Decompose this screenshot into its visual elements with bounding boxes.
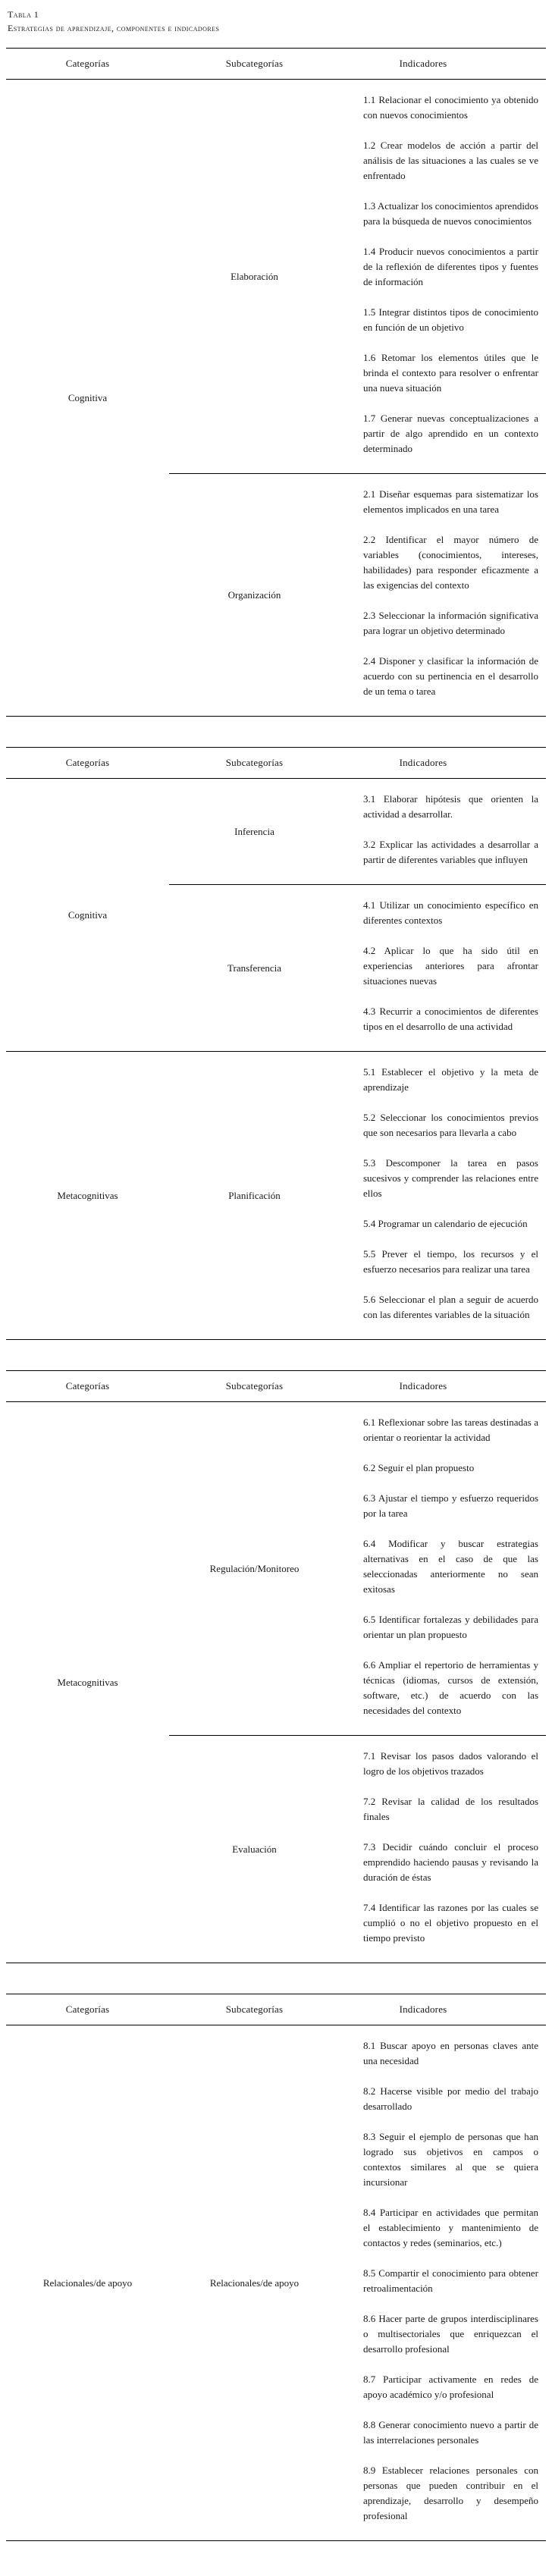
indicator-list bbox=[340, 1402, 546, 1735]
indicator-item: 1.1 Relacionar el conocimiento ya obtenido con nuevos conocimientos bbox=[363, 94, 538, 121]
indicator-item: 6.2 Seguir el plan propuesto bbox=[363, 1462, 475, 1473]
subcategory-cell: Organización bbox=[227, 588, 281, 601]
indicator-item: 4.3 Recurrir a conocimientos de diferentes tipos en el desarrollo de una actividad bbox=[363, 1006, 538, 1032]
category-group bbox=[6, 779, 546, 1051]
column-header-indicators: Indicadores bbox=[399, 1380, 447, 1392]
category-cell: Metacognitivas bbox=[57, 1676, 118, 1688]
category-cell: Metacognitivas bbox=[57, 1189, 118, 1201]
indicator-list bbox=[340, 885, 546, 1051]
indicator-item: 8.1 Buscar apoyo en personas claves ante una necesidad bbox=[363, 2040, 538, 2066]
table-section-body bbox=[6, 2025, 546, 2540]
subcategory-group bbox=[169, 1402, 546, 1735]
column-header-category: Categorías bbox=[65, 58, 110, 69]
indicator-item: 8.4 Participar en actividades que permitan el establecimiento y mantenimiento de contactos y redes (seminarios, etc.) bbox=[363, 2207, 538, 2248]
indicator-item: 8.5 Compartir el conocimiento para obtener retroalimentación bbox=[363, 2267, 538, 2294]
category-group bbox=[6, 2025, 546, 2540]
indicator-item: 2.3 Seleccionar la información significativa para lograr un objetivo determinado bbox=[363, 610, 538, 636]
indicator-list bbox=[340, 1736, 546, 1963]
indicator-item: 3.2 Explicar las actividades a desarrollar a partir de diferentes variables que influyen bbox=[363, 839, 538, 865]
indicator-list bbox=[340, 80, 546, 473]
indicator-item: 5.5 Prever el tiempo, los recursos y el esfuerzo necesarios para realizar una tarea bbox=[363, 1248, 538, 1275]
subcategory-cell: Evaluación bbox=[232, 1843, 277, 1855]
category-group bbox=[6, 1051, 546, 1339]
table-section bbox=[6, 1370, 546, 1963]
column-header-subcategory: Subcategorías bbox=[225, 757, 284, 768]
indicator-item: 5.3 Descomponer la tarea en pasos sucesivos y comprender las relaciones entre ellos bbox=[363, 1157, 538, 1199]
column-header-indicators: Indicadores bbox=[399, 757, 447, 768]
subcategory-cell: Transferencia bbox=[227, 962, 281, 974]
indicator-item: 8.3 Seguir el ejemplo de personas que han logrado sus objetivos en campos o contextos similares al que se quiera incursionar bbox=[363, 2131, 538, 2188]
category-group bbox=[6, 80, 546, 716]
table-title: Estrategias de aprendizaje, componentes e indicadores bbox=[8, 23, 220, 33]
subcategory-cell: Planificación bbox=[228, 1189, 281, 1201]
column-header-indicators: Indicadores bbox=[399, 58, 447, 69]
table-section-body bbox=[6, 779, 546, 1339]
table-section bbox=[6, 48, 546, 717]
indicator-list bbox=[340, 779, 546, 884]
indicator-item: 7.3 Decidir cuándo concluir el proceso emprendido haciendo pausas y revisando la duración de éstas bbox=[363, 1841, 538, 1883]
indicator-item: 4.1 Utilizar un conocimiento específico en diferentes contextos bbox=[363, 899, 538, 926]
indicator-list bbox=[340, 474, 546, 716]
indicator-item: 5.4 Programar un calendario de ejecución bbox=[363, 1218, 528, 1229]
subgroup-column bbox=[169, 2025, 546, 2540]
indicator-item: 7.1 Revisar los pasos dados valorando el logro de los objetivos trazados bbox=[363, 1750, 538, 1777]
column-header-category: Categorías bbox=[65, 757, 110, 768]
subcategory-group bbox=[169, 2025, 546, 2540]
indicator-item: 6.3 Ajustar el tiempo y esfuerzo requeridos por la tarea bbox=[363, 1492, 538, 1519]
category-cell: Relacionales/de apoyo bbox=[42, 2276, 133, 2289]
table-section bbox=[6, 747, 546, 1340]
table-root bbox=[6, 48, 546, 2541]
subgroup-column bbox=[169, 1402, 546, 1963]
indicator-item: 7.4 Identificar las razones por las cuales se cumplió o no el objetivo propuesto en el tiempo previsto bbox=[363, 1902, 538, 1944]
subcategory-group bbox=[169, 80, 546, 473]
column-header-category: Categorías bbox=[65, 2003, 110, 2015]
indicator-item: 7.2 Revisar la calidad de los resultados finales bbox=[363, 1796, 538, 1822]
indicator-item: 6.1 Reflexionar sobre las tareas destinadas a orientar o reorientar la actividad bbox=[363, 1417, 538, 1443]
column-header-indicators: Indicadores bbox=[399, 2003, 447, 2015]
column-header-subcategory: Subcategorías bbox=[225, 2003, 284, 2015]
subcategory-group bbox=[169, 779, 546, 884]
subgroup-column bbox=[169, 1052, 546, 1339]
subcategory-group bbox=[169, 884, 546, 1051]
indicator-item: 6.6 Ampliar el repertorio de herramientas y técnicas (idiomas, cursos de extensión, software, etc.) de acuerdo con las necesidades del contexto bbox=[363, 1659, 538, 1716]
table-number: Tabla 1 bbox=[8, 9, 39, 20]
subcategory-cell: Inferencia bbox=[234, 825, 274, 837]
subcategory-cell: Relacionales/de apoyo bbox=[209, 2276, 300, 2289]
indicator-item: 1.4 Producir nuevos conocimientos a partir de la reflexión de diferentes tipos y fuentes de información bbox=[363, 246, 538, 287]
subgroup-column bbox=[169, 779, 546, 1051]
indicator-list bbox=[340, 2025, 546, 2540]
indicator-item: 1.7 Generar nuevas conceptualizaciones a partir de algo aprendido en un contexto determinado bbox=[363, 413, 538, 454]
indicator-item: 2.4 Disponer y clasificar la información de acuerdo con su pertinencia en el desarrollo de un tema o tarea bbox=[363, 655, 538, 697]
column-header-subcategory: Subcategorías bbox=[225, 1380, 284, 1392]
column-header-row bbox=[6, 747, 546, 779]
indicator-item: 8.6 Hacer parte de grupos interdisciplinares o multisectoriales que enriquezcan el desarrollo profesional bbox=[363, 2313, 538, 2355]
table-section-body bbox=[6, 80, 546, 716]
indicator-item: 8.7 Participar activamente en redes de apoyo académico y/o profesional bbox=[363, 2374, 538, 2400]
indicator-item: 1.2 Crear modelos de acción a partir del análisis de las situaciones a las cuales se ve enfrentado bbox=[363, 140, 538, 181]
column-header-row bbox=[6, 1370, 546, 1402]
indicator-item: 6.5 Identificar fortalezas y debilidades para orientar un plan propuesto bbox=[363, 1614, 538, 1640]
indicator-item: 1.6 Retomar los elementos útiles que le brinda el contexto para resolver o enfrentar una nueva situación bbox=[363, 352, 538, 394]
indicator-item: 5.2 Seleccionar los conocimientos previos que son necesarios para llevarla a cabo bbox=[363, 1112, 538, 1138]
indicator-item: 1.3 Actualizar los conocimientos aprendidos para la búsqueda de nuevos conocimientos bbox=[363, 200, 538, 227]
column-header-subcategory: Subcategorías bbox=[225, 58, 284, 69]
indicator-item: 6.4 Modificar y buscar estrategias alternativas en el caso de que las seleccionadas anteriormente no sean exitosas bbox=[363, 1538, 538, 1595]
indicator-item: 4.2 Aplicar lo que ha sido útil en experiencias anteriores para afrontar situaciones nuevas bbox=[363, 945, 538, 987]
category-group bbox=[6, 1402, 546, 1963]
indicator-item: 5.1 Establecer el objetivo y la meta de aprendizaje bbox=[363, 1066, 538, 1093]
subcategory-group bbox=[169, 1735, 546, 1963]
subgroup-column bbox=[169, 80, 546, 716]
indicator-item: 2.1 Diseñar esquemas para sistematizar los elementos implicados en una tarea bbox=[363, 488, 538, 515]
indicator-item: 3.1 Elaborar hipótesis que orienten la actividad a desarrollar. bbox=[363, 793, 538, 820]
column-header-category: Categorías bbox=[65, 1380, 110, 1392]
indicator-item: 8.8 Generar conocimiento nuevo a partir de las interrelaciones personales bbox=[363, 2419, 538, 2446]
subcategory-group bbox=[169, 473, 546, 716]
subcategory-cell: Elaboración bbox=[231, 270, 278, 282]
category-cell: Cognitiva bbox=[67, 908, 108, 921]
column-header-row bbox=[6, 1994, 546, 2025]
indicator-item: 1.5 Integrar distintos tipos de conocimiento en función de un objetivo bbox=[363, 306, 538, 333]
category-cell: Cognitiva bbox=[67, 391, 108, 403]
indicator-list bbox=[340, 1052, 546, 1339]
table-section-body bbox=[6, 1402, 546, 1963]
indicator-item: 8.9 Establecer relaciones personales con personas que pueden contribuir en el aprendizaje, desarrollo y desempeño profesional bbox=[363, 2465, 538, 2521]
subcategory-group bbox=[169, 1052, 546, 1339]
table-section bbox=[6, 1994, 546, 2541]
table-caption bbox=[8, 9, 546, 34]
subcategory-cell: Regulación/Monitoreo bbox=[209, 1562, 300, 1574]
column-header-row bbox=[6, 48, 546, 80]
indicator-item: 5.6 Seleccionar el plan a seguir de acuerdo con las diferentes variables de la situación bbox=[363, 1294, 538, 1320]
indicator-item: 2.2 Identificar el mayor número de variables (conocimientos, intereses, habilidades) para responder eficazmente a las exigencias del contexto bbox=[363, 534, 538, 591]
indicator-item: 8.2 Hacerse visible por medio del trabajo desarrollado bbox=[363, 2085, 538, 2112]
